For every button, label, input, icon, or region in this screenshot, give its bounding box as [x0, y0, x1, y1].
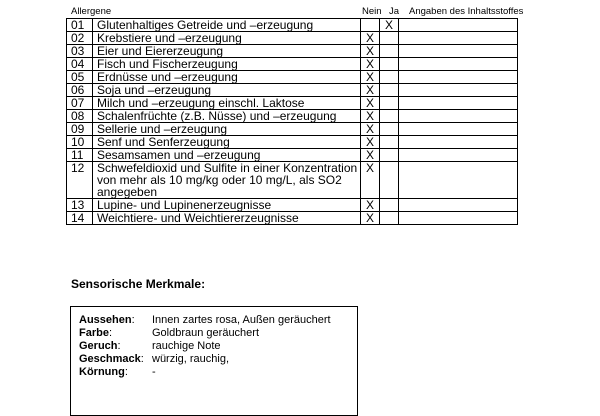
angaben-cell [399, 110, 518, 123]
sensory-value: - [152, 366, 156, 378]
sensory-label-colon: : [140, 353, 144, 365]
allergen-name [93, 58, 361, 71]
sensory-row [79, 353, 357, 366]
sensory-label [79, 353, 152, 366]
sensory-label [79, 366, 152, 379]
sensory-row [79, 314, 357, 327]
allergen-number: 05 [67, 71, 93, 84]
ja-mark [380, 212, 399, 225]
allergen-name-line: Glutenhaltiges Getreide und –erzeugung [97, 18, 314, 32]
nein-mark: X [361, 110, 380, 123]
table-row [67, 149, 518, 162]
nein-mark: X [361, 32, 380, 45]
table-row [67, 19, 518, 32]
sensory-label-text: Geruch [79, 340, 118, 352]
nein-mark: X [361, 71, 380, 84]
allergen-name-line: Fisch und Fischerzeugung [97, 57, 238, 71]
table-row [67, 45, 518, 58]
sensory-row [79, 327, 357, 340]
sensory-label [79, 327, 152, 340]
angaben-cell [399, 58, 518, 71]
nein-mark: X [361, 84, 380, 97]
nein-mark: X [361, 149, 380, 162]
sensory-label-colon: : [108, 327, 113, 339]
nein-mark: X [361, 162, 380, 199]
allergen-number: 09 [67, 123, 93, 136]
angaben-cell [399, 212, 518, 225]
nein-mark: X [361, 212, 380, 225]
allergen-name-line: Erdnüsse und –erzeugung [97, 70, 238, 84]
allergen-name-line: Milch und –erzeugung einschl. Laktose [97, 96, 305, 110]
sensory-value: Goldbraun geräuchert [152, 327, 260, 339]
allergen-name [93, 212, 361, 225]
sensory-value: würzig, rauchig, [152, 353, 230, 365]
sensory-label-colon: : [117, 340, 121, 352]
ja-mark [380, 149, 399, 162]
sensory-label-colon: : [124, 366, 128, 378]
allergen-number: 03 [67, 45, 93, 58]
allergen-name [93, 32, 361, 45]
ja-mark [380, 199, 399, 212]
angaben-cell [399, 149, 518, 162]
allergen-name [93, 19, 361, 32]
nein-mark [361, 19, 380, 32]
angaben-cell [399, 19, 518, 32]
angaben-cell [399, 136, 518, 149]
nein-mark: X [361, 136, 380, 149]
sensory-value: Innen zartes rosa, Außen geräuchert [152, 314, 331, 326]
sensory-label-text: Geschmack [79, 353, 141, 365]
table-row [67, 162, 518, 199]
angaben-cell [399, 45, 518, 58]
allergen-name-line: Soja und –erzeugung [97, 83, 212, 97]
allergen-number: 06 [67, 84, 93, 97]
angaben-cell [399, 71, 518, 84]
allergen-number: 04 [67, 58, 93, 71]
table-row [67, 199, 518, 212]
header-ja: Ja [389, 6, 400, 17]
ja-mark [380, 123, 399, 136]
table-row [67, 212, 518, 225]
allergen-name [93, 136, 361, 149]
ja-mark [380, 97, 399, 110]
angaben-cell [399, 97, 518, 110]
allergen-name [93, 71, 361, 84]
nein-mark: X [361, 58, 380, 71]
nein-mark: X [361, 123, 380, 136]
ja-mark: X [380, 19, 399, 32]
ja-mark [380, 136, 399, 149]
allergen-name-line: von mehr als 10 mg/kg oder 10 mg/L, als SO2 [97, 173, 342, 187]
allergen-name-line: Sesamsamen und –erzeugung [97, 148, 261, 162]
table-row [67, 123, 518, 136]
allergen-number: 02 [67, 32, 93, 45]
allergen-name-line: Schalenfrüchte (z.B. Nüsse) und –erzeugung [97, 109, 337, 123]
allergen-name-line: Schwefeldioxid und Sulfite in einer Konzentration [97, 161, 358, 175]
allergen-name-line: angegeben [97, 185, 158, 199]
allergen-name-line: Sellerie und –erzeugung [97, 122, 228, 136]
allergen-name-line: Eier und Eiererzeugung [97, 44, 224, 58]
allergen-name [93, 162, 361, 199]
ja-mark [380, 110, 399, 123]
allergen-number: 10 [67, 136, 93, 149]
table-row [67, 136, 518, 149]
sensory-title: Sensorische Merkmale: [71, 277, 206, 291]
allergen-name [93, 110, 361, 123]
allergen-table [66, 18, 518, 225]
allergen-name [93, 149, 361, 162]
header-angaben: Angaben des Inhaltsstoffes [409, 6, 524, 17]
nein-mark: X [361, 45, 380, 58]
angaben-cell [399, 123, 518, 136]
sensory-label-colon: : [131, 314, 135, 326]
sensory-label-text: Farbe [79, 327, 109, 339]
allergen-number: 11 [67, 149, 93, 162]
ja-mark [380, 162, 399, 199]
table-row [67, 110, 518, 123]
table-row [67, 84, 518, 97]
allergen-name [93, 97, 361, 110]
allergen-name-line: Lupine- und Lupinenerzeugnisse [97, 198, 272, 212]
sensory-label-text: Aussehen [79, 314, 132, 326]
ja-mark [380, 45, 399, 58]
sensory-value: rauchige Note [152, 340, 221, 352]
header-allergene: Allergene [71, 6, 112, 17]
sensory-label-text: Körnung [79, 366, 125, 378]
allergen-name [93, 199, 361, 212]
allergen-name-line: Weichtiere- und Weichtiererzeugnisse [97, 211, 299, 225]
table-row [67, 71, 518, 84]
ja-mark [380, 58, 399, 71]
nein-mark: X [361, 97, 380, 110]
sensory-label [79, 314, 152, 327]
allergen-name [93, 84, 361, 97]
nein-mark: X [361, 199, 380, 212]
angaben-cell [399, 162, 518, 199]
allergen-name [93, 123, 361, 136]
header-nein: Nein [362, 6, 382, 17]
ja-mark [380, 71, 399, 84]
allergen-name-line: Senf und Senferzeugung [97, 135, 230, 149]
sensory-label [79, 340, 152, 353]
angaben-cell [399, 32, 518, 45]
allergen-number: 01 [67, 19, 93, 32]
allergen-number: 14 [67, 212, 93, 225]
sensory-row [79, 340, 357, 353]
allergen-name-line: Krebstiere und –erzeugung [97, 31, 242, 45]
ja-mark [380, 84, 399, 97]
angaben-cell [399, 84, 518, 97]
table-row [67, 97, 518, 110]
sensory-row [79, 366, 357, 379]
allergen-number: 07 [67, 97, 93, 110]
allergen-number: 08 [67, 110, 93, 123]
angaben-cell [399, 199, 518, 212]
allergen-number: 13 [67, 199, 93, 212]
table-row [67, 32, 518, 45]
table-row [67, 58, 518, 71]
allergen-name [93, 45, 361, 58]
ja-mark [380, 32, 399, 45]
allergen-number: 12 [67, 162, 93, 199]
